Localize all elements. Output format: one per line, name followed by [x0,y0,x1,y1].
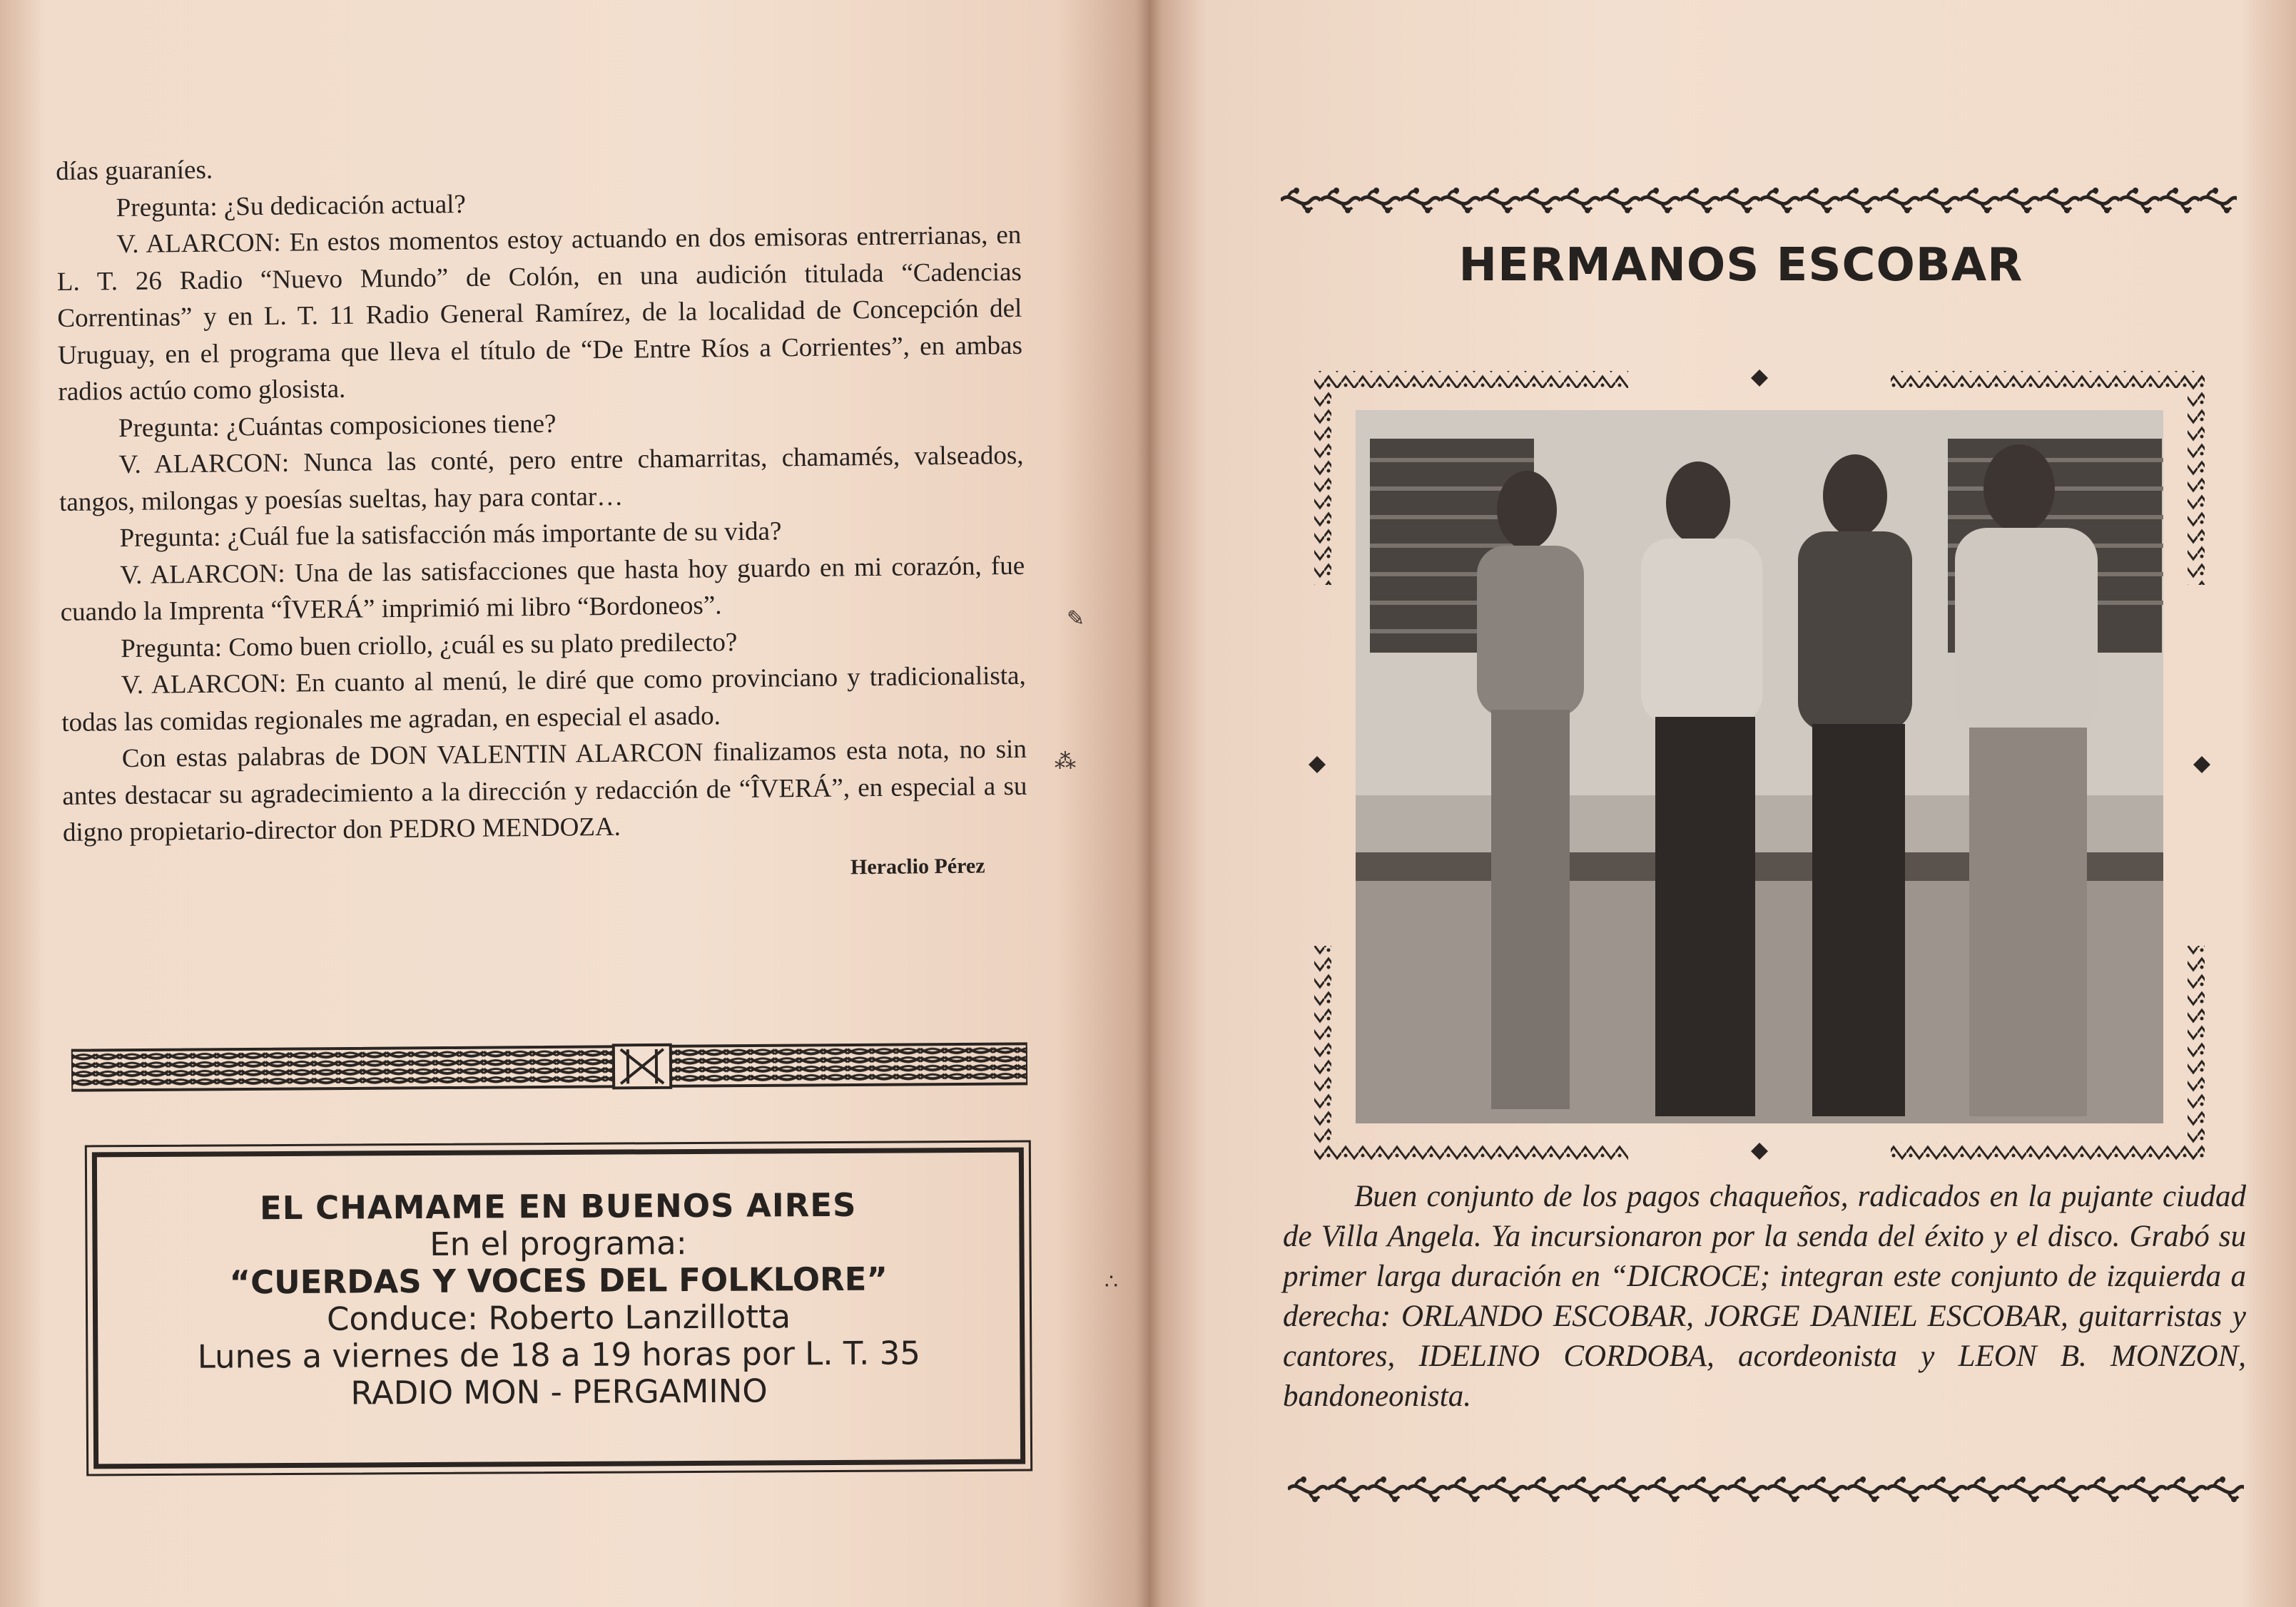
article-paragraph: días guaraníes. [56,155,213,186]
rope-divider [71,1039,1027,1094]
interview-article [56,143,1028,894]
book-gutter [1136,0,1162,1607]
article-paragraph: Pregunta: ¿Su dedicación actual? [116,189,467,223]
article-paragraph: V. ALARCON: Una de las satisfacciones que hasta hoy guardo en mi corazón, fue cuando la Imprenta “ÎVERÁ” imprimió mi libro “Bordoneos”. [60,551,1025,627]
article-paragraph: Pregunta: Como buen criollo, ¿cuál es su plato predilecto? [121,627,738,663]
article-paragraph: Pregunta: ¿Cuál fue la satisfacción más importante de su vida? [119,516,782,553]
margin-mark: ✎ [1067,606,1085,631]
article-paragraph: Con estas palabras de DON VALENTIN ALARCON finalizamos esta nota, no sin antes destacar su agradecimiento a la dirección y redacción de “ÎVERÁ”, en especial a su digno propietario-director don PEDRO MENDOZA. [62,734,1027,847]
article-paragraph: Pregunta: ¿Cuántas composiciones tiene? [118,409,557,443]
ad-schedule: Lunes a viernes de 18 a 19 horas por L. T. 35 [197,1334,921,1376]
radio-program-ad [92,1148,1025,1469]
photo-caption: Buen conjunto de los pagos chaqueños, radicados en la pujante ciudad de Villa Angela. Ya incursionaron por la senda del éxito y el disco. Grabó su primer larga duración en “DICROCE; integran este conjunto de izquierda a derecha: ORLANDO ESCOBAR, JORGE DANIEL ESCOBAR, guitarristas y cantores, IDELINO CORDOBA, acordeonista y LEON B. MONZON, bandoneonista. [1283,1180,2246,1413]
margin-mark: ∴ [1104,1270,1119,1295]
ad-host: Conduce: Roberto Lanzillotta [326,1297,791,1338]
ad-station: RADIO MON - PERGAMINO [350,1372,768,1412]
ad-title: EL CHAMAME EN BUENOS AIRES [259,1185,857,1228]
vine-border-bottom [1288,1471,2244,1508]
band-photo-illustration [1356,410,2163,1123]
article-paragraph: V. ALARCON: En estos momentos estoy actuando en dos emisoras entrerrianas, en L. T. 26 Radio “Nuevo Mundo” de Colón, en una audición titulada “Cadencias Correntinas” y en L. T. 11 Radio General Ramírez, de la localidad de Concepción del Uruguay, en el programa que lleva el título de “De Entre Ríos a Corrientes”, en ambas radios actúo como glosista. [56,220,1023,407]
vine-border-top [1281,182,2237,219]
margin-mark: ⁂ [1055,749,1076,774]
article-title: HERMANOS ESCOBAR [1458,239,2023,292]
ad-intro: En el programa: [430,1224,687,1263]
article-paragraph: V. ALARCON: Nunca las conté, pero entre chamarritas, chamamés, valseados, tangos, milongas y poesías sueltas, hay para contar… [59,440,1024,517]
band-photo [1356,410,2163,1123]
author-signature: Heraclio Pérez [850,853,985,879]
ad-program-name: “CUERDAS Y VOCES DEL FOLKLORE” [229,1260,888,1302]
article-paragraph: V. ALARCON: En cuanto al menú, le diré que como provinciano y tradicionalista, todas las comidas regionales me agradan, en especial el asado. [61,660,1026,738]
